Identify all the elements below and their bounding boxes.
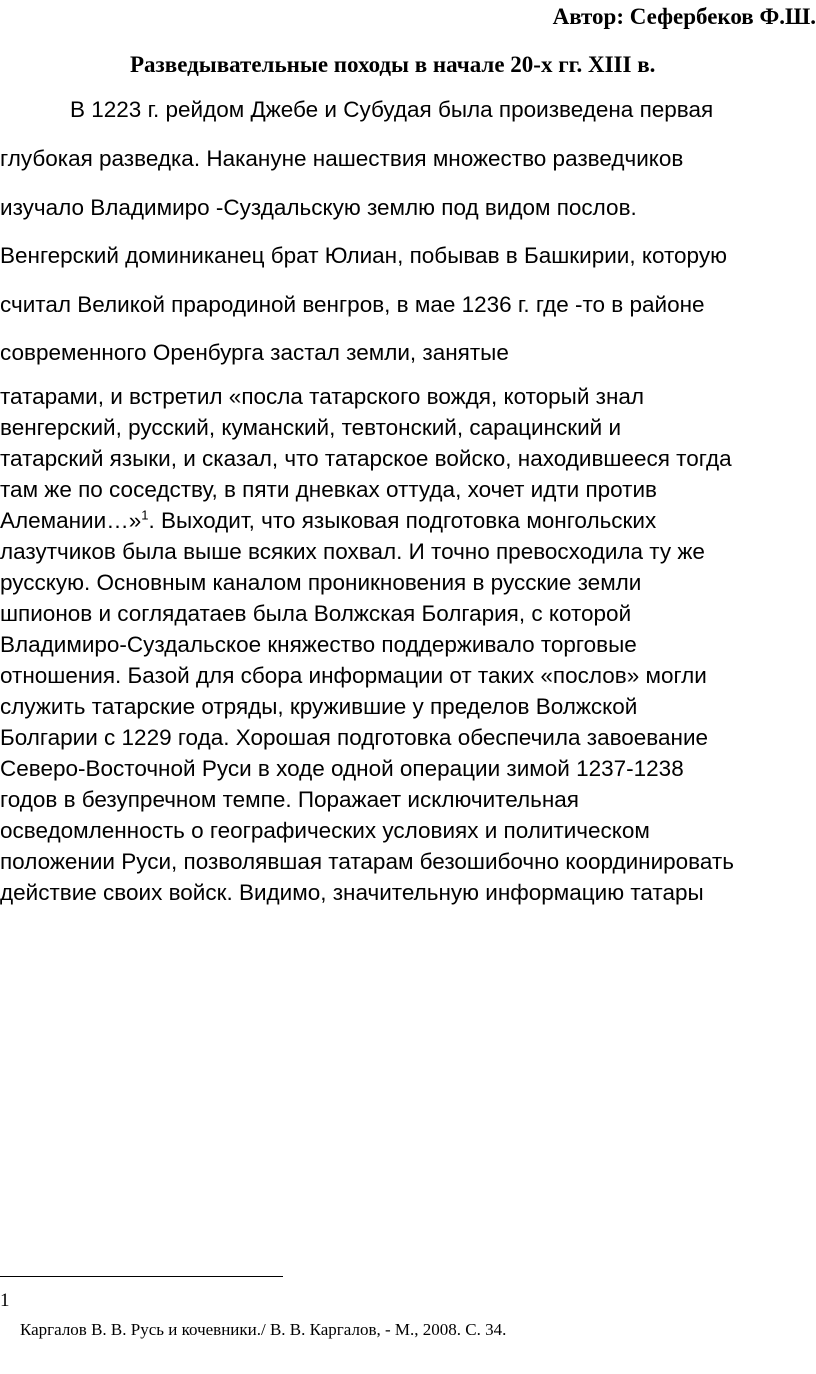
paragraph-line: положении Руси, позволявшая татарам безошибочно координировать xyxy=(0,849,734,874)
paragraph-line: действие своих войск. Видимо, значительную информацию татары xyxy=(0,880,704,905)
footnote-separator xyxy=(0,1276,283,1277)
paragraph-line: Венгерский доминиканец брат Юлиан, побывав в Башкирии, которую xyxy=(0,243,727,268)
paragraph-line: современного Оренбурга застал земли, занятые xyxy=(0,340,509,365)
paragraph-line: отношения. Базой для сбора информации от таких «послов» могли xyxy=(0,663,707,688)
author-line: Автор: Сефербеков Ф.Ш. xyxy=(552,4,816,29)
paragraph-line: Владимиро-Суздальское княжество поддерживало торговые xyxy=(0,632,637,657)
paragraph-line: шпионов и соглядатаев была Волжская Болгария, с которой xyxy=(0,601,632,626)
paragraph-line: считал Великой прародиной венгров, в мае 1236 г. где -то в районе xyxy=(0,292,705,317)
paragraph-line: венгерский, русский, куманский, тевтонский, сарацинский и xyxy=(0,415,622,440)
paragraph-line: лазутчиков была выше всяких похвал. И точно превосходила ту же xyxy=(0,539,705,564)
paragraph-line: Северо-Восточной Руси в ходе одной операции зимой 1237-1238 xyxy=(0,756,684,781)
paragraph-line: служить татарские отряды, кружившие у пределов Волжской xyxy=(0,694,638,719)
paragraph-line xyxy=(0,508,656,534)
paragraph-line: годов в безупречном темпе. Поражает исключительная xyxy=(0,787,579,812)
footnote-text: Каргалов В. В. Русь и кочевники./ В. В. Каргалов, - М., 2008. С. 34. xyxy=(20,1320,507,1339)
paragraph-continuation: . Выходит, что языковая подготовка монгольских xyxy=(148,508,657,533)
document-title: Разведывательные походы в начале 20-х гг. XIII в. xyxy=(130,52,656,77)
paragraph-line: глубокая разведка. Накануне нашествия множество разведчиков xyxy=(0,146,684,171)
paragraph-line: татарский языки, и сказал, что татарское войско, находившееся тогда xyxy=(0,446,732,471)
paragraph-line: татарами, и встретил «посла татарского вождя, который знал xyxy=(0,384,645,409)
paragraph-line: там же по соседству, в пяти дневках оттуда, хочет идти против xyxy=(0,477,658,502)
paragraph-line: русскую. Основным каналом проникновения в русские земли xyxy=(0,570,642,595)
quote-end-text: Алемании…» xyxy=(0,508,142,533)
paragraph-line: В 1223 г. рейдом Джебе и Субудая была произведена первая xyxy=(70,97,714,122)
paragraph-line: Болгарии с 1229 года. Хорошая подготовка обеспечила завоевание xyxy=(0,725,709,750)
paragraph-line: изучало Владимиро -Суздальскую землю под видом послов. xyxy=(0,195,637,220)
footnote-number: 1 xyxy=(0,1290,10,1311)
paragraph-line: осведомленность о географических условиях и политическом xyxy=(0,818,650,843)
footnote-reference[interactable]: 1 xyxy=(141,507,149,523)
